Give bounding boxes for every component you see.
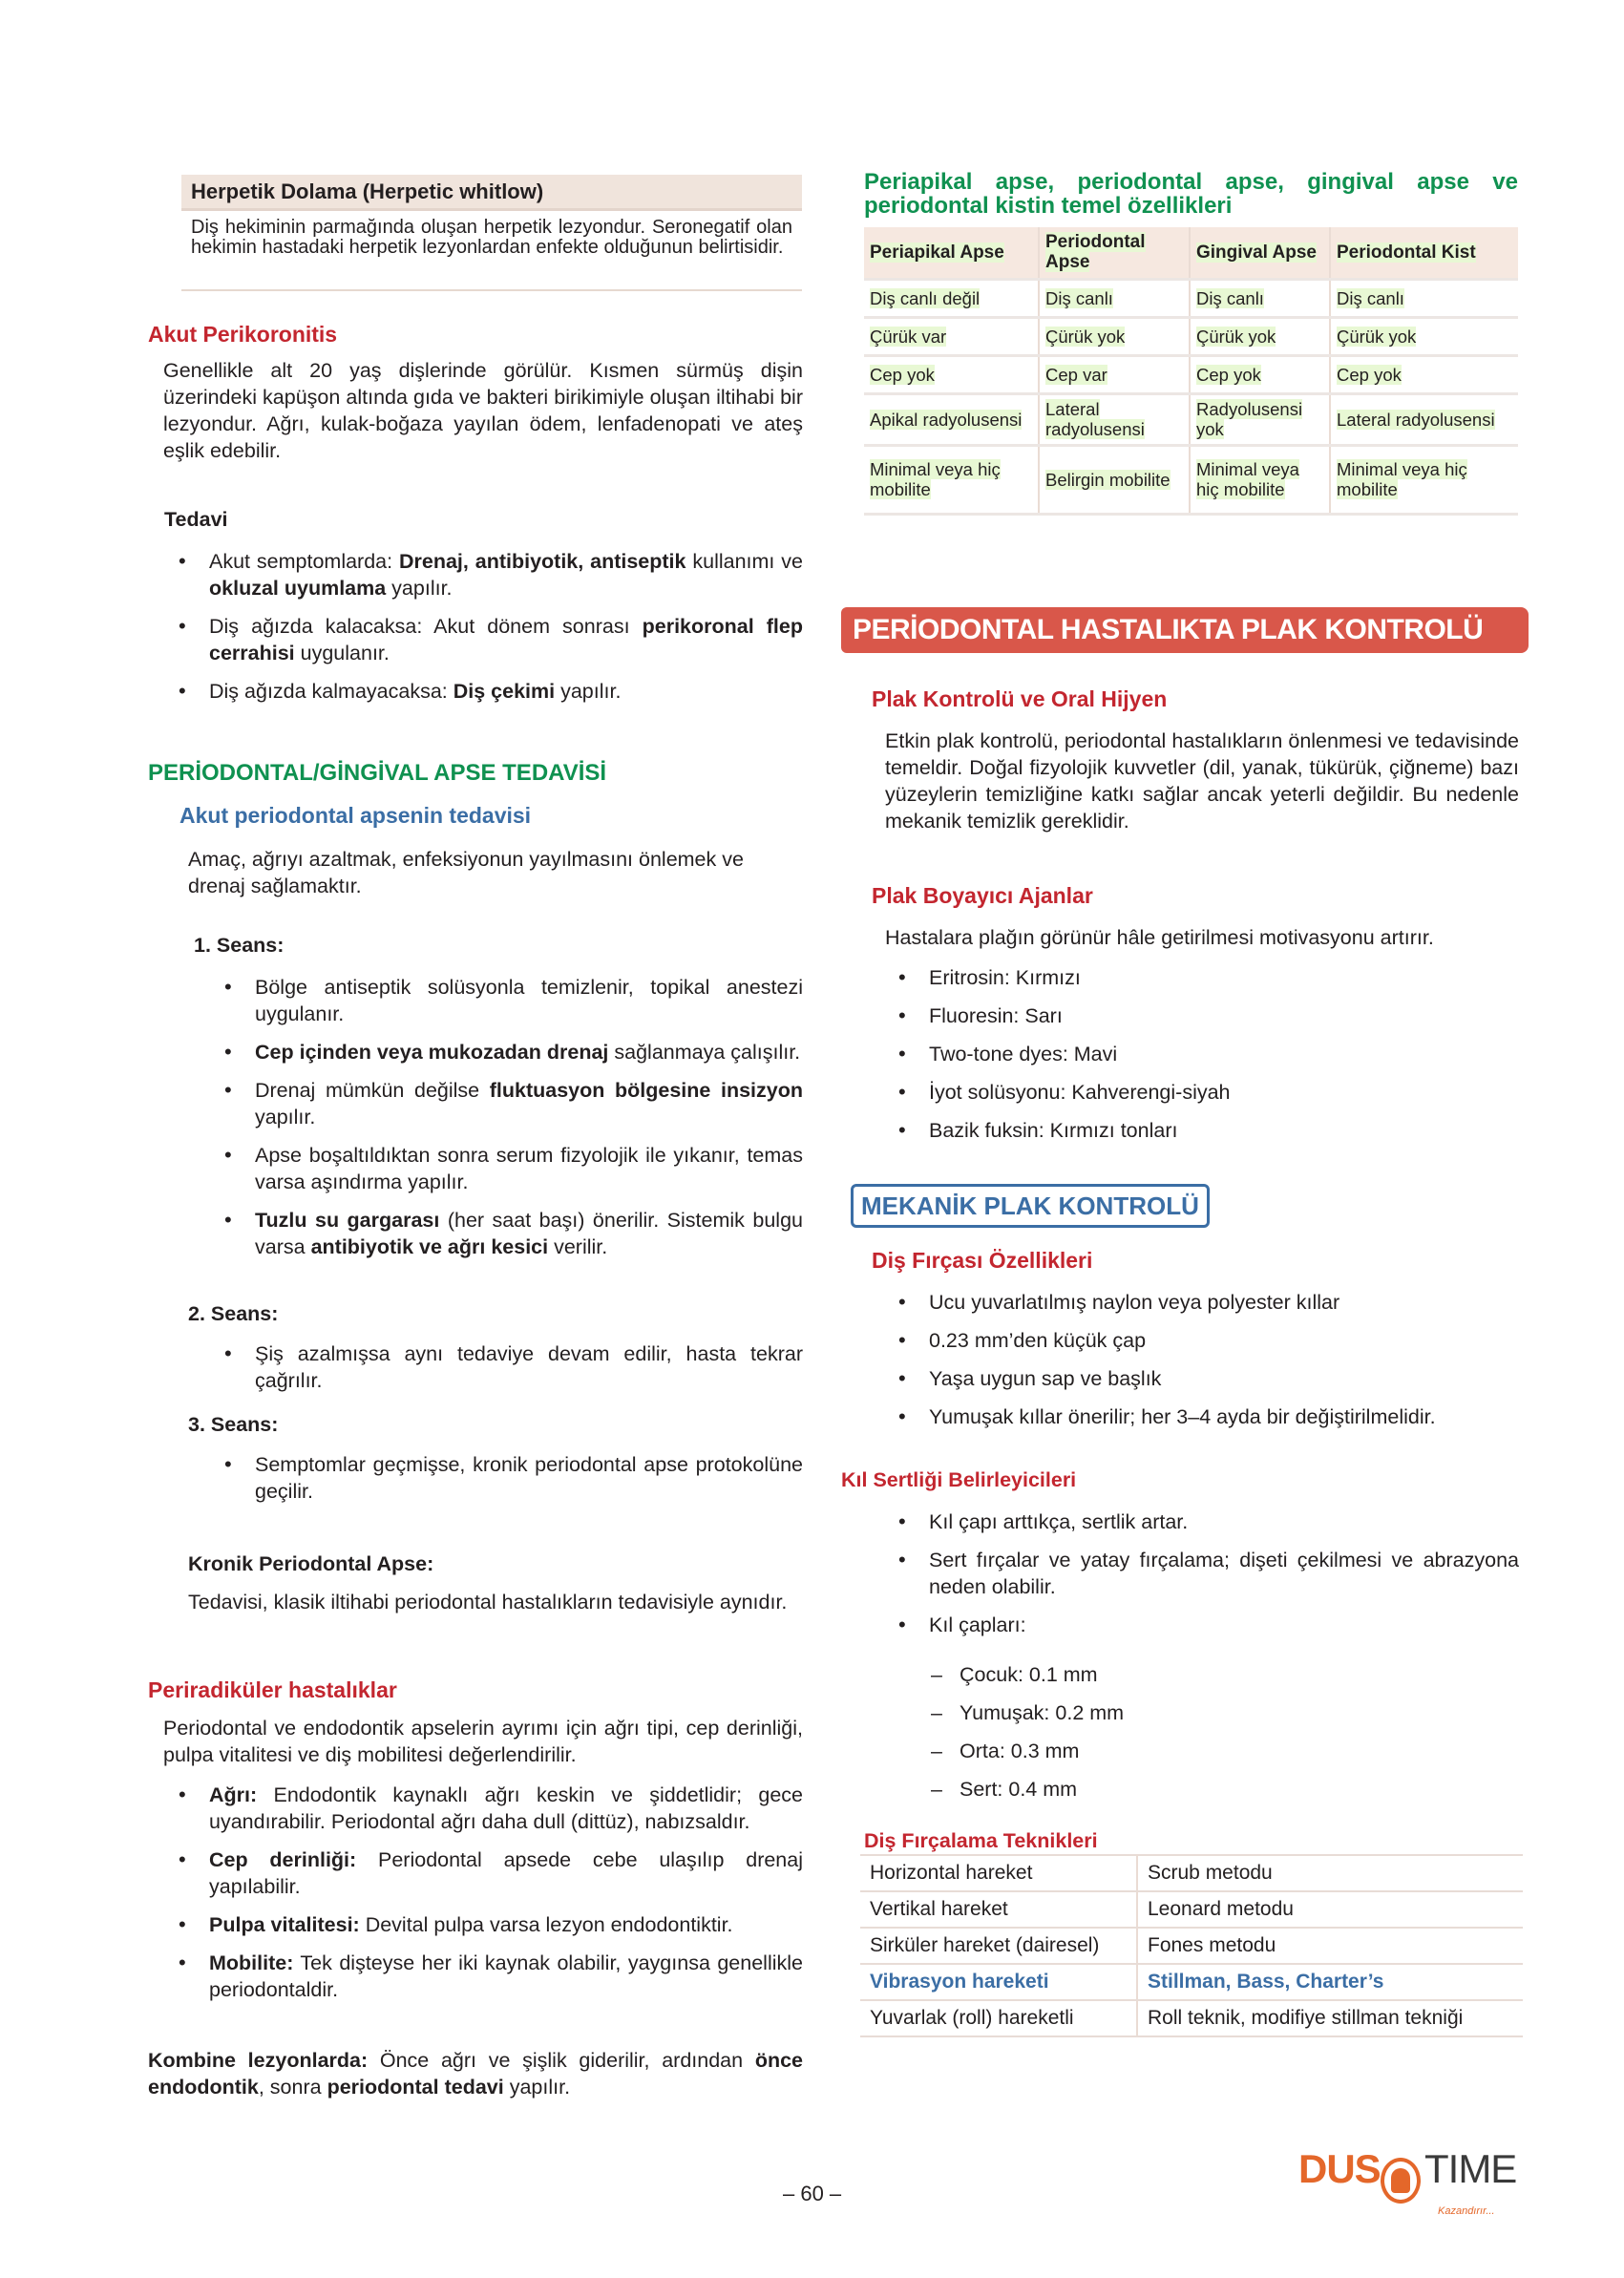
herpetic-box-divider (181, 289, 802, 291)
list-item: • Fluoresin: Sarı (883, 1002, 1517, 1029)
list-item: • Tuzlu su gargarası (her saat başı) önerilir. Sistemik bulgu varsa antibiyotik ve ağrı kesici verilir. (209, 1207, 803, 1260)
list-item: • Pulpa vitalitesi: Devital pulpa varsa lezyon endodontiktir. (163, 1911, 803, 1938)
sertlik-heading: Kıl Sertliği Belirleyicileri (841, 1468, 1077, 1491)
list-item: • Yumuşak kıllar önerilir; her 3–4 ayda bir değiştirilmelidir. (883, 1403, 1523, 1430)
oral-hijyen-body: Etkin plak kontrolü, periodontal hastalıkların önlenmesi ve tedavisinde temeldir. Doğal fizyolojik kuvvetler (dil, yanak, tükürük, çiğneme) bazı yüzeylerin temizliğine katkı sağlar ancak yeterli değildir. Bu nedenle mekanik temizlik gereklidir. (885, 729, 1519, 833)
table-row: Yuvarlak (roll) hareketli Roll teknik, modifiye stillman tekniği (860, 2000, 1523, 2036)
brushing-techniques-table (860, 1854, 1523, 2037)
list-item: – Yumuşak: 0.2 mm (931, 1699, 1408, 1726)
list-item: • Yaşa uygun sap ve başlık (883, 1365, 1523, 1392)
table-row: Minimal veya hiç mobilite Belirgin mobilite Minimal veya hiç mobilite Minimal veya hiç mobilite (864, 445, 1518, 514)
table-header: Periodontal Kist (1330, 227, 1518, 279)
list-item: • Ağrı: Endodontik kaynaklı ağrı keskin ve şiddetlidir; gece uyandırabilir. Periodontal ağrı daha dull (dittüz), nabızsaldır. (163, 1782, 803, 1835)
oral-hijyen-heading: Plak Kontrolü ve Oral Hijyen (872, 686, 1168, 711)
seans-2-label: 2. Seans: (188, 1302, 279, 1325)
abscess-comparison-table (864, 227, 1518, 516)
teknikler-heading: Diş Fırçalama Teknikleri (864, 1829, 1098, 1852)
abscess-table-title: Periapikal apse, periodontal apse, gingival apse ve periodontal kistin temel özellikleri (864, 169, 1518, 219)
periradikuler-list (163, 1782, 803, 2014)
list-item: • Semptomlar geçmişse, kronik periodontal apse protokolüne geçilir. (209, 1451, 803, 1505)
kombine-lezyon-text: Kombine lezyonlarda: Önce ağrı ve şişlik giderilir, ardından önce endodontik, sonra periodontal tedavi yapılır. (148, 2049, 803, 2099)
tooth-icon (1381, 2158, 1421, 2204)
boyayici-list (883, 964, 1517, 1155)
akut-apse-subheading: Akut periodontal apsenin tedavisi (179, 803, 532, 828)
list-item: • Şiş azalmışsa aynı tedaviye devam edilir, hasta tekrar çağrılır. (209, 1340, 803, 1394)
list-item: • Bölge antiseptik solüsyonla temizlenir, topikal anestezi uygulanır. (209, 974, 803, 1027)
list-item: • Mobilite: Tek dişteyse her iki kaynak olabilir, yaygınsa genellikle periodontaldir. (163, 1950, 803, 2003)
table-row: Çürük var Çürük yok Çürük yok Çürük yok (864, 317, 1518, 355)
sertlik-list (883, 1508, 1519, 1650)
seans-3-list (209, 1451, 803, 1516)
list-item: • Eritrosin: Kırmızı (883, 964, 1517, 991)
list-item: • İyot solüsyonu: Kahverengi-siyah (883, 1079, 1517, 1106)
seans-3-label: 3. Seans: (188, 1413, 279, 1436)
table-row: Apikal radyolusensi Lateral radyolusensi Radyolusensi yok Lateral radyolusensi (864, 393, 1518, 445)
list-item: • Kıl çapları: (883, 1612, 1519, 1638)
boyayici-intro: Hastalara plağın görünür hâle getirilmesi motivasyonu artırır. (885, 926, 1434, 949)
seans-1-label: 1. Seans: (194, 934, 285, 957)
boyayici-heading: Plak Boyayıcı Ajanlar (872, 883, 1093, 908)
perikoronitis-body: Genellikle alt 20 yaş dişlerinde görülür. Kısmen sürmüş dişin üzerindeki kapüşon altında gıda ve bakteri birikimiyle oluşan iltihabi bir lezyondur. Ağrı, kulak-boğaza yayılan ödem, lenfadenopati ve ateş eşlik edebilir. (163, 359, 803, 462)
periradikuler-heading: Periradiküler hastalıklar (148, 1677, 397, 1702)
kronik-apse-label: Kronik Periodontal Apse: (188, 1552, 434, 1575)
list-item: • Diş ağızda kalacaksa: Akut dönem sonrası perikoronal flep cerrahisi uygulanır. (163, 613, 803, 666)
mekanik-plak-kontrolu-box: MEKANİK PLAK KONTROLÜ (851, 1184, 1210, 1228)
table-row: Horizontal hareket Scrub metodu (860, 1855, 1523, 1891)
fircasi-heading: Diş Fırçası Özellikleri (872, 1248, 1093, 1273)
page-number: – 60 – (783, 2182, 842, 2205)
table-row: Cep yok Cep var Cep yok Cep yok (864, 355, 1518, 393)
list-item: • 0.23 mm’den küçük çap (883, 1327, 1523, 1354)
list-item: • Bazik fuksin: Kırmızı tonları (883, 1117, 1517, 1144)
logo-tagline: Kazandırır... (1438, 2205, 1495, 2217)
herpetic-box-title: Herpetik Dolama (Herpetic whitlow) (181, 175, 802, 211)
list-item: • Apse boşaltıldıktan sonra serum fizyolojik ile yıkanır, temas varsa aşındırma yapılır. (209, 1142, 803, 1195)
logo-text-time: TIME (1424, 2146, 1517, 2191)
table-row: Vertikal hareket Leonard metodu (860, 1891, 1523, 1928)
list-item: • Akut semptomlarda: Drenaj, antibiyotik, antiseptik kullanımı ve okluzal uyumlama yapılır. (163, 548, 803, 601)
plak-kontrolu-banner: PERİODONTAL HASTALIKTA PLAK KONTROLÜ (841, 607, 1529, 653)
list-item: • Two-tone dyes: Mavi (883, 1041, 1517, 1067)
list-item: – Sert: 0.4 mm (931, 1776, 1408, 1803)
tedavi-label: Tedavi (164, 508, 228, 531)
list-item: • Cep derinliği: Periodontal apsede cebe ulaşılıp drenaj yapılabilir. (163, 1846, 803, 1900)
seans-2-list (209, 1340, 803, 1405)
list-item: • Ucu yuvarlatılmış naylon veya polyester kıllar (883, 1289, 1523, 1316)
tedavi-list (163, 548, 803, 716)
kronik-apse-body: Tedavisi, klasik iltihabi periodontal hastalıkların tedavisiyle aynıdır. (188, 1591, 788, 1614)
list-item: – Orta: 0.3 mm (931, 1738, 1408, 1764)
herpetic-box-body: Diş hekiminin parmağında oluşan herpetik lezyondur. Seronegatif olan hekimin hastadaki herpetik lezyonlardan enfekte olduğunun belirtisidir. (191, 217, 792, 258)
table-row: Diş canlı değil Diş canlı Diş canlı Diş canlı (864, 279, 1518, 317)
table-header: Periapikal Apse (864, 227, 1039, 279)
list-item: – Çocuk: 0.1 mm (931, 1661, 1408, 1688)
list-item: • Drenaj mümkün değilse fluktuasyon bölgesine insizyon yapılır. (209, 1077, 803, 1130)
table-row: Vibrasyon hareketi Stillman, Bass, Charter’s (860, 1964, 1523, 2000)
table-header: Gingival Apse (1190, 227, 1330, 279)
fircasi-list (883, 1289, 1523, 1442)
perikoronitis-heading: Akut Perikoronitis (148, 322, 338, 347)
table-row: Sirküler hareket (dairesel) Fones metodu (860, 1928, 1523, 1964)
dustime-logo (1298, 2146, 1528, 2217)
periradikuler-intro: Periodontal ve endodontik apselerin ayrımı için ağrı tipi, cep derinliği, pulpa vitalitesi ve diş mobilitesi değerlendirilir. (163, 1717, 803, 1766)
apse-tedavisi-heading: PERİODONTAL/GİNGİVAL APSE TEDAVİSİ (148, 760, 607, 786)
list-item: • Kıl çapı arttıkça, sertlik artar. (883, 1508, 1519, 1535)
seans-1-list (209, 974, 803, 1272)
list-item: • Diş ağızda kalmayacaksa: Diş çekimi yapılır. (163, 678, 803, 705)
list-item: • Cep içinden veya mukozadan drenaj sağlanmaya çalışılır. (209, 1039, 803, 1065)
list-item: • Sert fırçalar ve yatay fırçalama; dişeti çekilmesi ve abrazyona neden olabilir. (883, 1547, 1519, 1600)
apse-intro: Amaç, ağrıyı azaltmak, enfeksiyonun yayılmasını önlemek ve drenaj sağlamaktır. (188, 848, 744, 897)
logo-text-dus: DUS (1298, 2146, 1381, 2191)
kil-caplari-list (931, 1661, 1408, 1814)
table-header: Periodontal Apse (1039, 227, 1190, 279)
